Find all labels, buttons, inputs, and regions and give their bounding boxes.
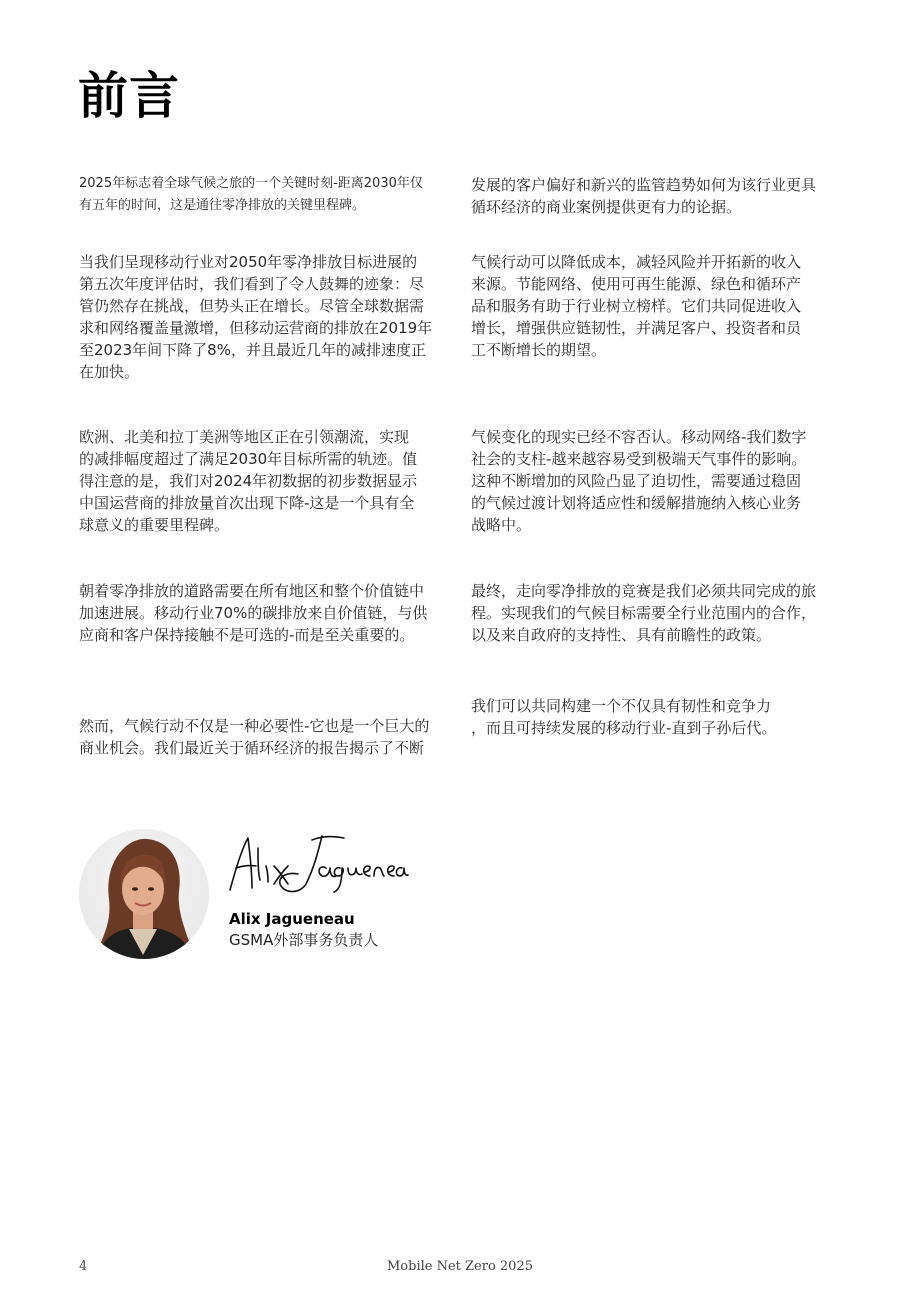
page-number: 4 bbox=[79, 1259, 88, 1274]
paragraph-left-3: 欧洲、北美和拉丁美洲等地区正在引领潮流，实现 的减排幅度超过了满足2030年目标所需的轨迹。值 得注意的是，我们对2024年初数据的初步数据显示 中国运营商的排放量首次出现下降-这是一个具有全 球意义的重要里程碑。 bbox=[79, 428, 418, 534]
author-name: Alix Jagueneau bbox=[229, 910, 355, 928]
author-portrait bbox=[79, 829, 209, 959]
author-signature bbox=[222, 828, 412, 900]
paragraph-right-1: 发展的客户偏好和新兴的监管趋势如何为该行业更具 循环经济的商业案例提供更有力的论据。 bbox=[471, 176, 817, 216]
paragraph-left-1: 2025年标志着全球气候之旅的一个关键时刻-距离2030年仅 有五年的时间，这是通往零净排放的关键里程碑。 bbox=[79, 176, 423, 213]
paragraph-left-5: 然而，气候行动不仅是一种必要性-它也是一个巨大的 商业机会。我们最近关于循环经济的报告揭示了不断 bbox=[79, 717, 430, 757]
paragraph-left-2: 当我们呈现移动行业对2050年零净排放目标进展的 第五次年度评估时，我们看到了令人鼓舞的迹象：尽 管仍然存在挑战，但势头正在增长。尽管全球数据需 求和网络覆盖量激增，但移动运营商的排放在2019年 至2023年间下降了8%，并且最近几年的减排速度正 在加快。 bbox=[79, 253, 433, 381]
page-title: 前言 bbox=[78, 67, 180, 125]
paragraph-right-2: 气候行动可以降低成本，减轻风险并开拓新的收入 来源。节能网络、使用可再生能源、绿色和循环产 品和服务有助于行业树立榜样。它们共同促进收入 增长，增强供应链韧性，并满足客户、投资者和员 工不断增长的期望。 bbox=[471, 253, 802, 359]
paragraph-right-3: 气候变化的现实已经不容否认。移动网络-我们数字 社会的支柱-越来越容易受到极端天气事件的影响。 这种不断增加的风险凸显了迫切性，需要通过稳固 的气候过渡计划将适应性和缓解措施纳入核心业务 战略中。 bbox=[471, 428, 807, 534]
footer-publication-title: Mobile Net Zero 2025 bbox=[386, 1259, 533, 1274]
paragraph-right-5: 我们可以共同构建一个不仅具有韧性和竞争力 ，而且可持续发展的移动行业-直到子孙后代。 bbox=[471, 697, 777, 737]
author-role: GSMA外部事务负责人 bbox=[229, 931, 379, 949]
paragraph-left-4: 朝着零净排放的道路需要在所有地区和整个价值链中 加速进展。移动行业70%的碳排放来自价值链，与供 应商和客户保持接触不是可选的-而是至关重要的。 bbox=[79, 582, 428, 644]
portrait-illustration bbox=[79, 829, 209, 959]
signature-graphic bbox=[222, 828, 412, 900]
paragraph-right-4: 最终，走向零净排放的竞赛是我们必须共同完成的旅 程。实现我们的气候目标需要全行业范围内的合作， 以及来自政府的支持性、具有前瞻性的政策。 bbox=[471, 582, 817, 644]
